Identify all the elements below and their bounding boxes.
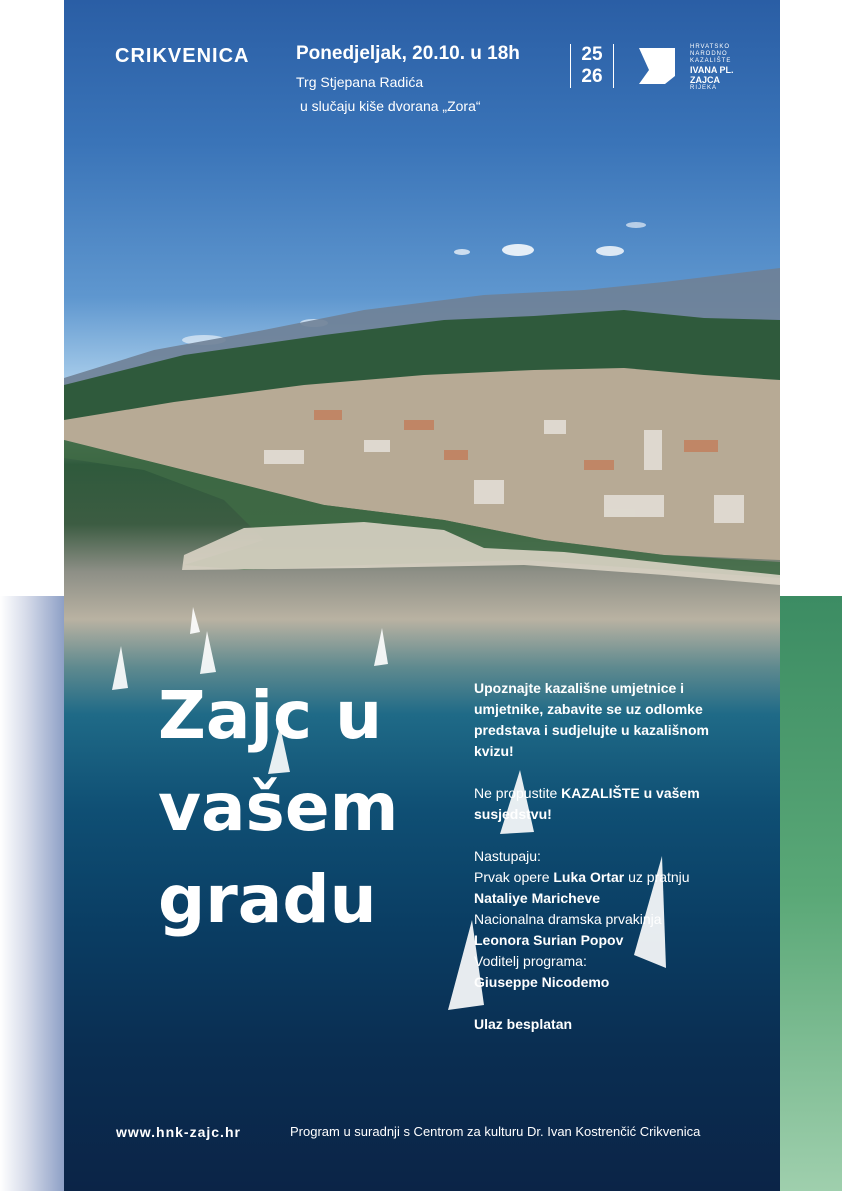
title-line: gradu bbox=[158, 861, 377, 938]
frame-right-gradient bbox=[780, 596, 842, 1191]
performer-name: Luka Ortar bbox=[553, 869, 625, 885]
event-rain-location: u slučaju kiše dvorana „Zora“ bbox=[300, 98, 481, 114]
season-badge bbox=[570, 44, 614, 88]
logo-line: KAZALIŠTE bbox=[690, 58, 732, 64]
city-name: CRIKVENICA bbox=[115, 45, 250, 67]
logo-line: HRVATSKO bbox=[690, 44, 731, 50]
title-line: vašem bbox=[158, 769, 399, 846]
miss-prefix: Ne propustite bbox=[474, 785, 562, 801]
frame-left-top bbox=[0, 0, 64, 596]
host-name: Giuseppe Nicodemo bbox=[474, 974, 610, 990]
performer-suffix: uz pratnju bbox=[624, 869, 690, 885]
poster bbox=[64, 0, 780, 1191]
logo-line: IVANA PL. bbox=[690, 65, 734, 75]
performer-line bbox=[474, 867, 734, 888]
theatre-logo-text bbox=[690, 44, 734, 92]
poster-title bbox=[158, 670, 398, 946]
website-link[interactable]: www.hnk-zajc.hr bbox=[116, 1124, 241, 1140]
entry-note: Ulaz besplatan bbox=[474, 1016, 573, 1032]
event-location: Trg Stjepana Radića bbox=[296, 74, 424, 90]
cooperation-note: Program u suradnji s Centrom za kulturu Dr. Ivan Kostrenčić Crikvenica bbox=[290, 1124, 701, 1139]
logo-line: ZAJCA bbox=[690, 75, 721, 85]
theatre-logo-icon bbox=[635, 44, 679, 88]
performer-role: Nacionalna dramska prvakinja bbox=[474, 911, 662, 927]
performers-label: Nastupaju: bbox=[474, 848, 541, 864]
miss-bold: KAZALIŠTE u vašem susjedstvu! bbox=[474, 785, 700, 822]
season-year-bottom: 26 bbox=[581, 66, 603, 87]
frame-left-gradient bbox=[0, 596, 64, 1191]
logo-line: NARODNO bbox=[690, 51, 728, 57]
frame-right-top bbox=[780, 0, 842, 596]
miss-line bbox=[474, 783, 734, 825]
performer-name: Leonora Surian Popov bbox=[474, 932, 624, 948]
logo-line: RIJEKA bbox=[690, 85, 718, 91]
season-year-top: 25 bbox=[581, 44, 603, 65]
event-info bbox=[474, 678, 734, 1035]
title-line: Zajc u bbox=[158, 677, 383, 754]
event-date: Ponedjeljak, 20.10. u 18h bbox=[296, 43, 520, 64]
performer-role: Prvak opere bbox=[474, 869, 554, 885]
host-label: Voditelj programa: bbox=[474, 953, 587, 969]
performer-name: Nataliye Maricheve bbox=[474, 890, 601, 906]
intro-text: Upoznajte kazališne umjetnice i umjetnike, zabavite se uz odlomke predstava i sudjelujte u kazališnom kvizu! bbox=[474, 680, 709, 759]
